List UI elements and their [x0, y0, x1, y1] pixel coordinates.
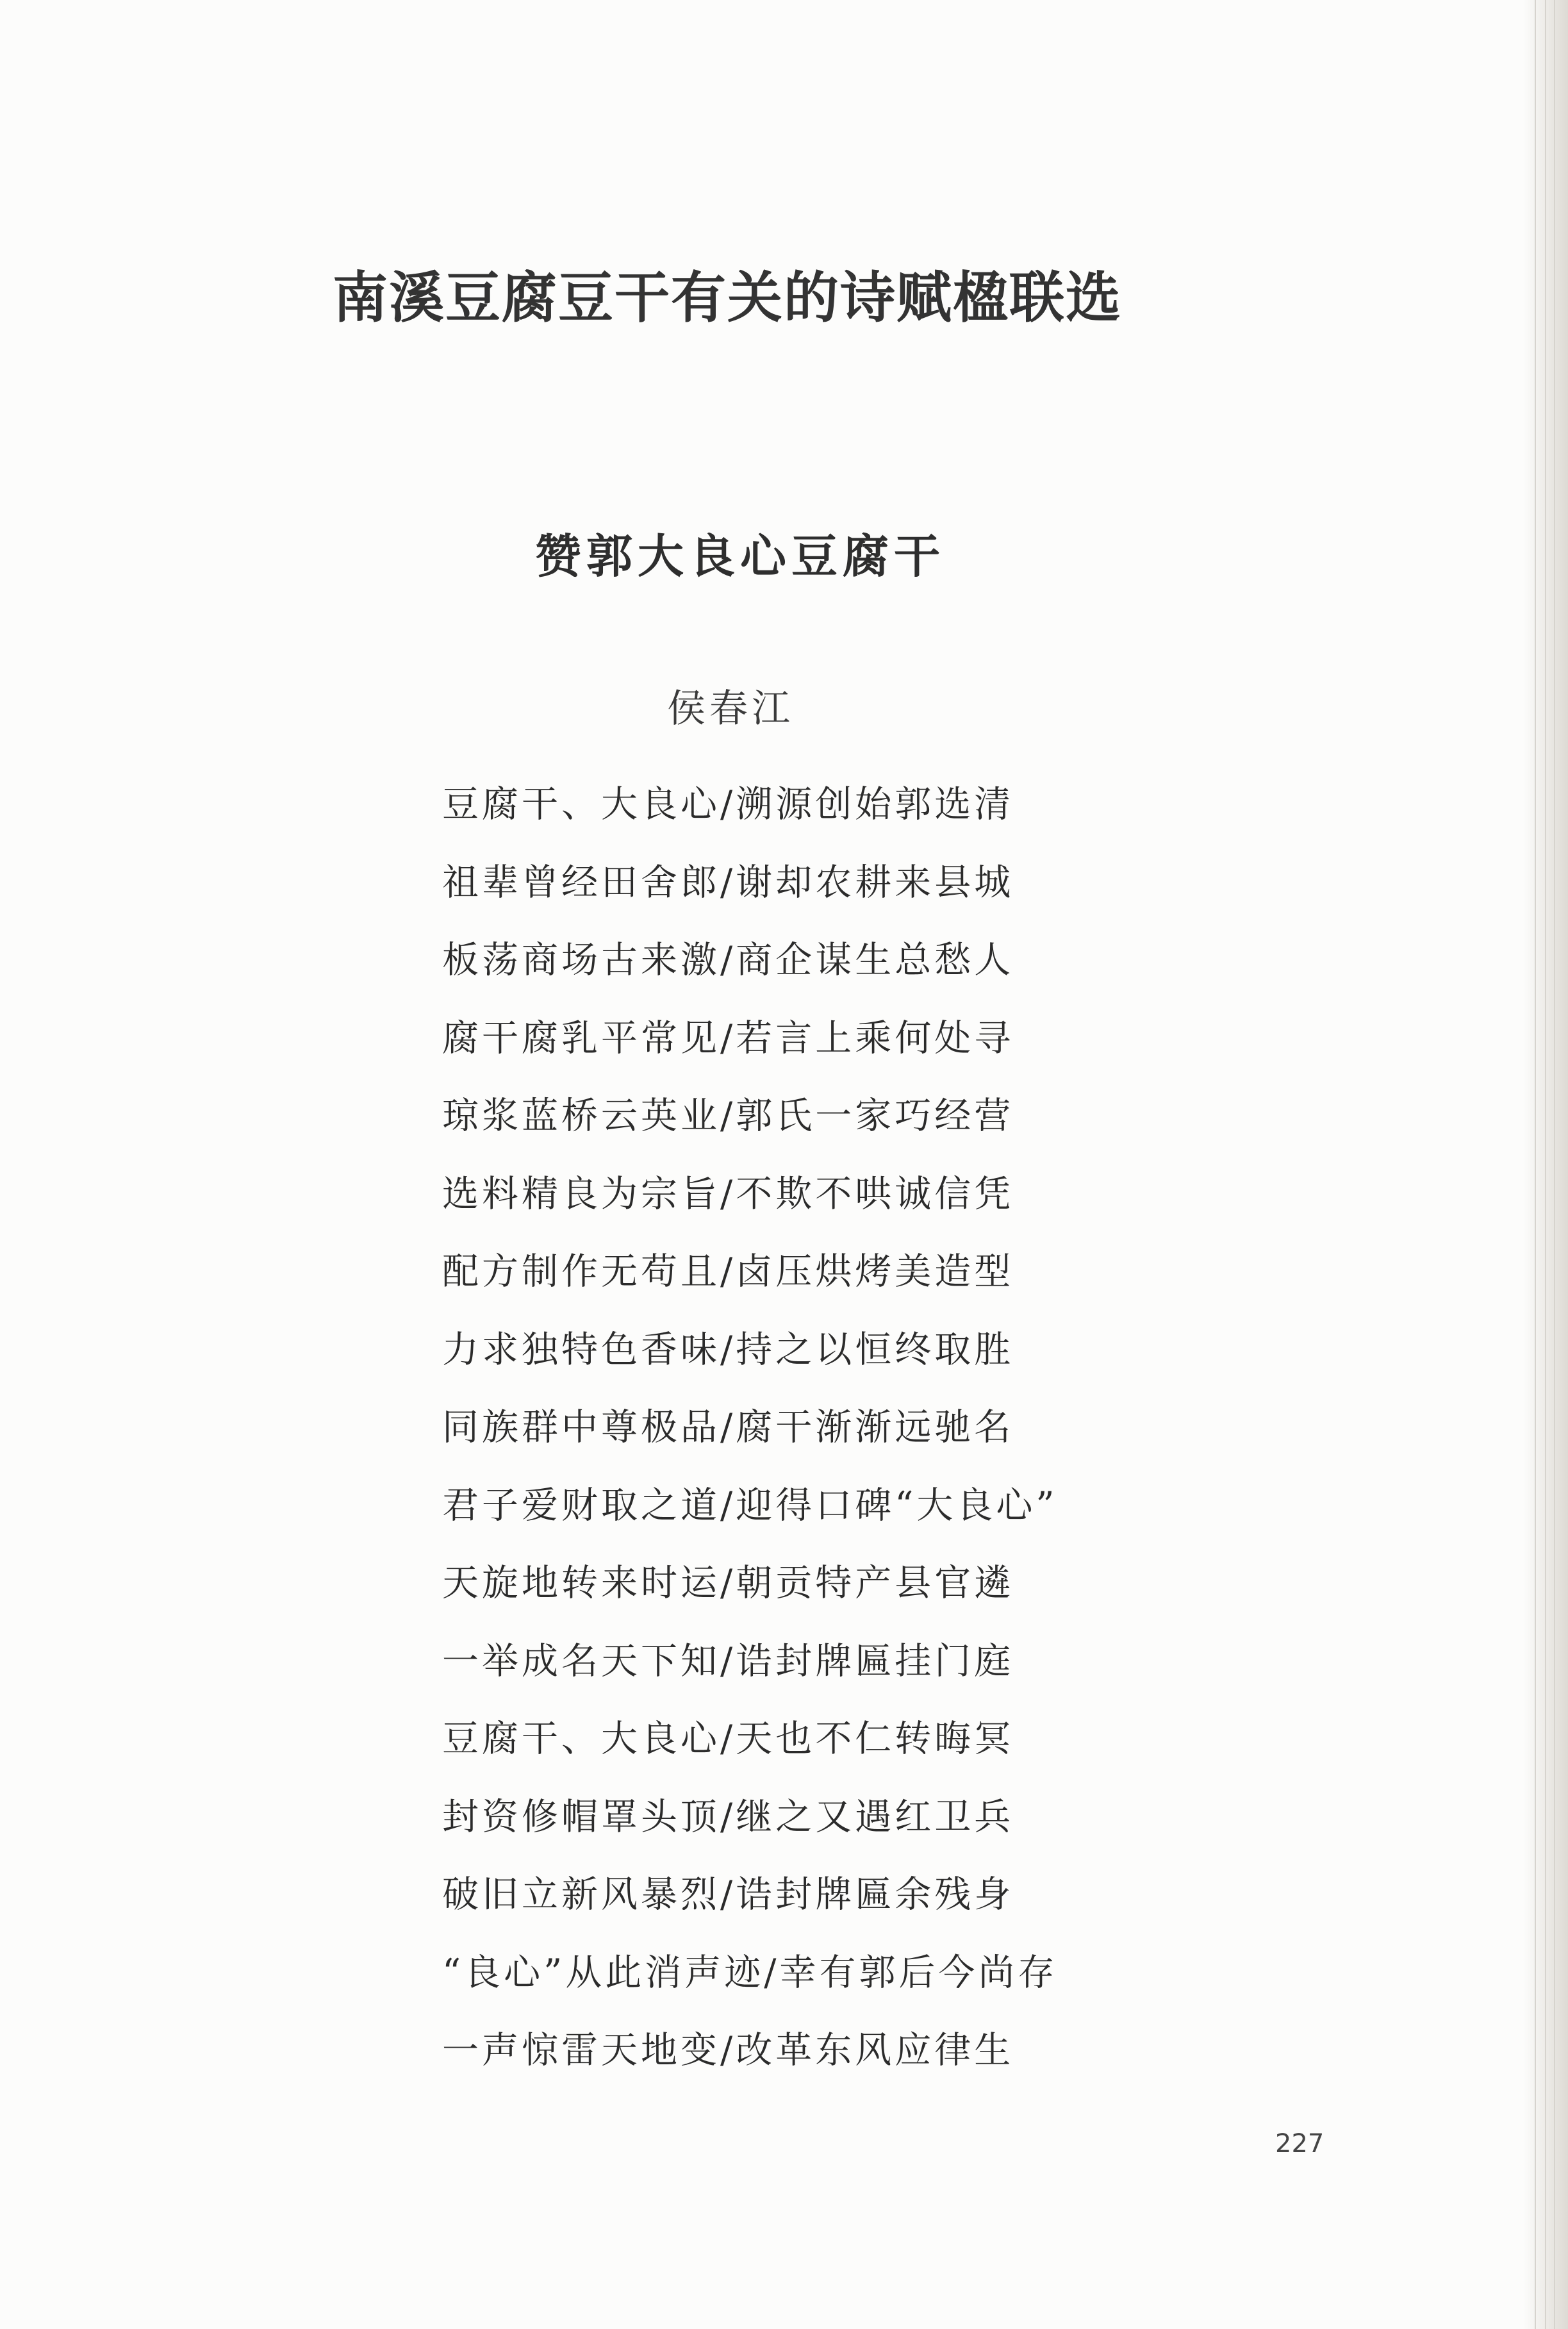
poem-line: 同族群中尊极品/腐干渐渐远驰名	[442, 1406, 1014, 1448]
page-number: 227	[1275, 2129, 1325, 2159]
page-edge-line	[1535, 0, 1536, 2329]
poem-line: 破旧立新风暴烈/诰封牌匾余残身	[442, 1873, 1014, 1916]
poem-line: “良心”从此消声迹/幸有郭后今尚存	[442, 1951, 1058, 1994]
poem-line: 板荡商场古来激/商企谋生总愁人	[442, 939, 1014, 981]
poem-line: 一声惊雷天地变/改革东风应律生	[442, 2029, 1014, 2071]
poem-line: 选料精良为宗旨/不欺不哄诚信凭	[442, 1172, 1014, 1215]
page-edge-line	[1545, 0, 1546, 2329]
page-edge-shadow	[1523, 0, 1568, 2329]
poem-line: 一举成名天下知/诰封牌匾挂门庭	[442, 1639, 1014, 1682]
poem-line: 祖辈曾经田舍郎/谢却农耕来县城	[442, 861, 1014, 904]
page-title: 南溪豆腐豆干有关的诗赋楹联选	[333, 266, 1122, 330]
poem-line: 配方制作无苟且/卤压烘烤美造型	[442, 1250, 1014, 1293]
poem-line: 腐干腐乳平常见/若言上乘何处寻	[442, 1016, 1014, 1059]
poem-author: 侯春江	[667, 686, 794, 731]
poem-line: 力求独特色香味/持之以恒终取胜	[442, 1328, 1014, 1371]
poem-line: 封资修帽罩头顶/继之又遇红卫兵	[442, 1795, 1014, 1838]
poem-title: 赞郭大良心豆腐干	[534, 529, 945, 583]
poem-line: 君子爱财取之道/迎得口碑“大良心”	[442, 1484, 1058, 1527]
poem-body	[442, 766, 1057, 2090]
page-edge-line	[1554, 0, 1555, 2329]
poem-line: 琼浆蓝桥云英业/郭氏一家巧经营	[442, 1095, 1014, 1137]
poem-line: 豆腐干、大良心/溯源创始郭选清	[442, 783, 1014, 825]
poem-line: 豆腐干、大良心/天也不仁转晦冥	[442, 1718, 1014, 1760]
poem-line: 天旋地转来时运/朝贡特产县官遴	[442, 1562, 1014, 1604]
